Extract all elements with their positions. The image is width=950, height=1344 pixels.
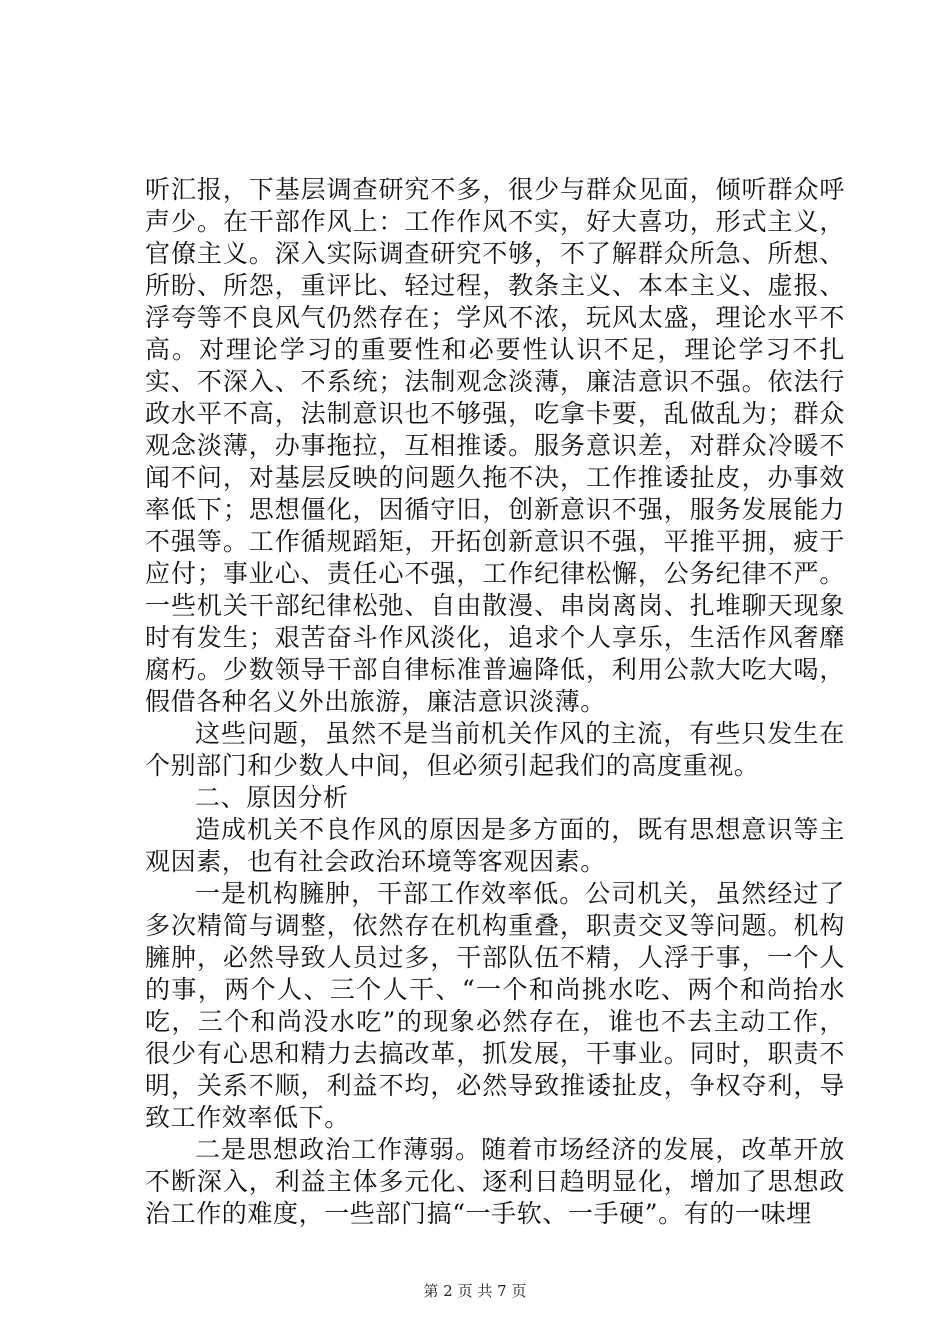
page-number-label: 第 2 页 共 7 页 xyxy=(423,1282,527,1300)
paragraph-cause-two: 二是思想政治工作薄弱。随着市场经济的发展，改革开放不断深入，利益主体多元化、逐利日趋明显化，增加了思想政治工作的难度，一些部门搞“一手软、一手硬”。有的一味埋 xyxy=(145,1135,845,1228)
page-footer xyxy=(0,1281,950,1301)
paragraph-cause-one: 一是机构臃肿，干部工作效率低。公司机关，虽然经过了多次精简与调整，依然存在机构重叠，职责交叉等问题。机构臃肿，必然导致人员过多，干部队伍不精，人浮于事，一个人的事，两个人、三个人干、“一个和尚挑水吃、两个和尚抬水吃，三个和尚没水吃”的现象必然存在，谁也不去主动工作，很少有心思和精力去搞改革，抓发展，干事业。同时，职责不明，关系不顺，利益不均，必然导致推诿扯皮，争权夺利，导致工作效率低下。 xyxy=(145,879,845,1132)
section-heading-cause-analysis: 二、原因分析 xyxy=(195,783,349,812)
paragraph-problems-summary: 这些问题，虽然不是当前机关作风的主流，有些只发生在个别部门和少数人中间，但必须引起我们的高度重视。 xyxy=(145,719,845,780)
paragraph-problems-list: 听汇报，下基层调查研究不多，很少与群众见面，倾听群众呼声少。在干部作风上：工作作风不实，好大喜功，形式主义，官僚主义。深入实际调查研究不够，不了解群众所急、所想、所盼、所怨，重评比、轻过程，教条主义、本本主义、虚报、浮夸等不良风气仍然存在；学风不浓，玩风太盛，理论水平不高。对理论学习的重要性和必要性认识不足，理论学习不扎实、不深入、不系统；法制观念淡薄，廉洁意识不强。依法行政水平不高，法制意识也不够强，吃拿卡要，乱做乱为；群众观念淡薄，办事拖拉，互相推诿。服务意识差，对群众冷暖不闻不问，对基层反映的问题久拖不决，工作推诿扯皮，办事效率低下；思想僵化，因循守旧，创新意识不强，服务发展能力不强等。工作循规蹈矩，开拓创新意识不强，平推平拥，疲于应付；事业心、责任心不强，工作纪律松懈，公务纪律不严。一些机关干部纪律松弛、自由散漫、串岗离岗、扎堆聊天现象时有发生；艰苦奋斗作风淡化，追求个人享乐，生活作风奢靡腐朽。少数领导干部自律标准普遍降低，利用公款大吃大喝，假借各种名义外出旅游，廉洁意识淡薄。 xyxy=(145,175,845,716)
document-body xyxy=(145,174,845,1230)
paragraph-cause-intro: 造成机关不良作风的原因是多方面的，既有思想意识等主观因素，也有社会政治环境等客观因素。 xyxy=(145,815,845,876)
